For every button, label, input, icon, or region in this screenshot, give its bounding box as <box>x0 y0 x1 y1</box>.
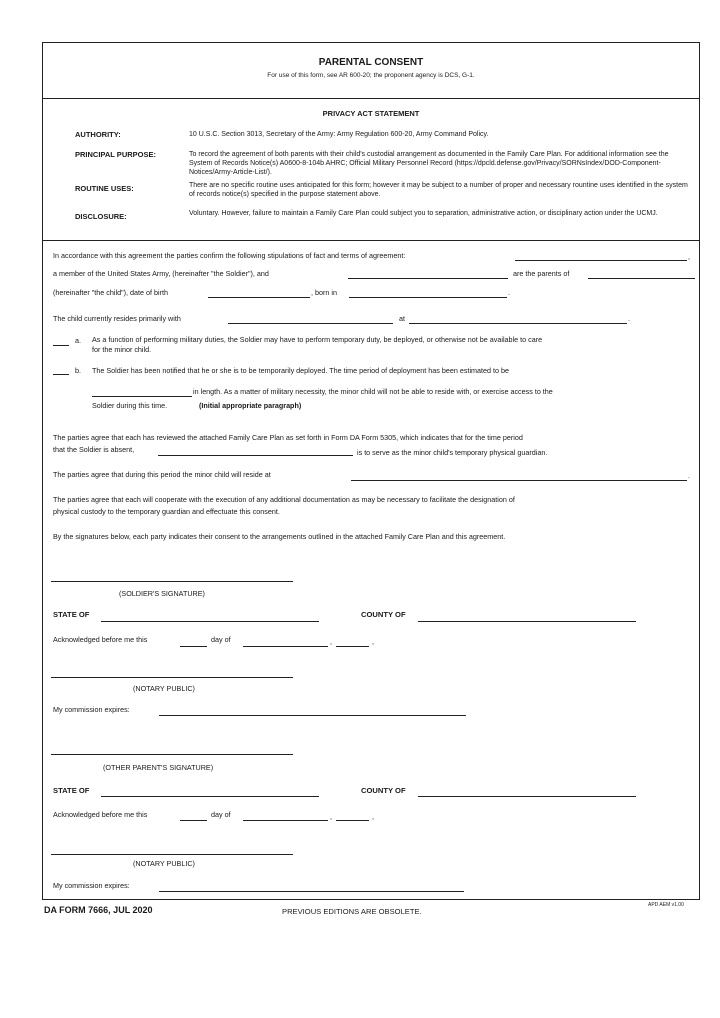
agree-coop-1: The parties agree that each will cooperate with the execution of any additional documentation as may be necessary to facilitate the designation of <box>53 495 515 504</box>
other-parent-signature-caption: (OTHER PARENT'S SIGNATURE) <box>103 763 214 772</box>
agree-coop-2: physical custody to the temporary guardian and effectuate this consent. <box>53 507 280 516</box>
intro-text: In accordance with this agreement the parties confirm the following stipulations of fact and terms of agreement: <box>53 251 406 260</box>
version-label: APD AEM v1.00 <box>648 902 684 908</box>
period-1: . <box>508 288 510 297</box>
sig2-day-field[interactable] <box>180 820 207 821</box>
sig1-commission-field[interactable] <box>159 715 466 716</box>
sig2-ack-text: Acknowledged before me this <box>53 810 148 819</box>
sig2-county-field[interactable] <box>418 796 636 797</box>
sig2-state-label: STATE OF <box>53 786 90 795</box>
item-b-letter: b. <box>75 366 81 375</box>
sig2-day-of: day of <box>211 810 231 819</box>
child-dob-text: (hereinafter "the child"), date of birth <box>53 288 168 297</box>
child-name-field[interactable] <box>588 278 695 279</box>
disclosure-text: Voluntary. However, failure to maintain a Family Care Plan could subject you to separation, administrative action, or disciplinary action under the UCMJ. <box>189 210 658 217</box>
member-text: a member of the United States Army, (hereinafter "the Soldier"), and <box>53 269 269 278</box>
item-b-text-1: The Soldier has been notified that he or she is to be temporarily deployed. The time period of deployment has been estimated to be <box>92 366 509 375</box>
soldier-signature-caption: (SOLDIER'S SIGNATURE) <box>119 589 205 598</box>
guardian-name-field[interactable] <box>158 455 353 456</box>
item-b-text-3: Soldier during this time. <box>92 401 168 410</box>
intro-comma: , <box>688 252 690 261</box>
sig1-state-label: STATE OF <box>53 610 90 619</box>
disclosure-label: DISCLOSURE: <box>75 212 127 221</box>
initial-a-field[interactable] <box>53 345 69 346</box>
dob-field[interactable] <box>208 297 310 298</box>
item-a-text-2: for the minor child. <box>92 345 152 354</box>
purpose-text: To record the agreement of both parents with their child's custodial arrangement as documented in the Family Care Plan. For additional information see the System of Records Notice(s) A0600-8-104b AHRC; Official Military Personnel Record (https://dpcld.defense.gov/Privacy/SORNsIndex/DOD-Component-Notices/Army-Article-List/). <box>189 151 669 176</box>
agree-review-3: is to serve as the minor child's temporary physical guardian. <box>357 448 548 457</box>
agree-review-2: that the Soldier is absent, <box>53 445 135 454</box>
resides-text: The child currently resides primarily with <box>53 314 181 323</box>
item-a-letter: a. <box>75 336 81 345</box>
sig1-comma-1: , <box>330 637 332 646</box>
form-header <box>43 43 699 99</box>
sig1-county-label: COUNTY OF <box>361 610 406 619</box>
initial-b-field[interactable] <box>53 374 69 375</box>
sig2-state-field[interactable] <box>101 796 319 797</box>
sig1-year-field[interactable] <box>336 646 369 647</box>
sig2-comma-2: , <box>372 812 374 821</box>
sig1-notary-caption: (NOTARY PUBLIC) <box>133 684 195 693</box>
sig1-day-of: day of <box>211 635 231 644</box>
sig1-month-field[interactable] <box>243 646 328 647</box>
born-in-text: , born in <box>311 288 337 297</box>
item-b-note: (Initial appropriate paragraph) <box>199 401 302 410</box>
sig2-comma-1: , <box>330 812 332 821</box>
sig2-county-label: COUNTY OF <box>361 786 406 795</box>
other-parent-name-field[interactable] <box>348 278 508 279</box>
form-subtitle: For use of this form, see AR 600-20; the proponent agency is DCS, G-1. <box>267 72 475 79</box>
sig2-month-field[interactable] <box>243 820 328 821</box>
guardian-address-field[interactable] <box>351 480 687 481</box>
sig1-state-field[interactable] <box>101 621 319 622</box>
authority-label: AUTHORITY: <box>75 130 121 139</box>
item-a-text-1: As a function of performing military duties, the Soldier may have to perform temporary duty, be deployed, or otherwise not be available to care <box>92 335 543 344</box>
sig1-notary-line[interactable] <box>51 677 293 678</box>
authority-text: 10 U.S.C. Section 3013, Secretary of the Army: Army Regulation 600-20, Army Command Policy. <box>189 131 489 138</box>
form-page <box>42 42 700 900</box>
item-b-text-2: in length. As a matter of military necessity, the minor child will not be able to reside with, or exercise access to the <box>193 387 553 396</box>
agree-reside-text: The parties agree that during this period the minor child will reside at <box>53 470 271 479</box>
birthplace-field[interactable] <box>349 297 507 298</box>
sig2-notary-caption: (NOTARY PUBLIC) <box>133 859 195 868</box>
routine-uses-text: There are no specific routine uses anticipated for this form; however it may be subject to a number of proper and necessary rountine uses identified in the system of records notice(s) specified in the purpose statement above. <box>189 182 688 198</box>
purpose-label: PRINCIPAL PURPOSE: <box>75 150 156 159</box>
at-text: at <box>399 314 405 323</box>
routine-uses-label: ROUTINE USES: <box>75 184 134 193</box>
sig2-commission-field[interactable] <box>159 891 464 892</box>
party-name-field[interactable] <box>515 260 687 261</box>
privacy-title: PRIVACY ACT STATEMENT <box>322 109 420 118</box>
sig1-county-field[interactable] <box>418 621 636 622</box>
sig1-ack-text: Acknowledged before me this <box>53 635 148 644</box>
sig1-day-field[interactable] <box>180 646 207 647</box>
deployment-length-field[interactable] <box>92 396 192 397</box>
signatures-intro: By the signatures below, each party indicates their consent to the arrangements outlined in the attached Family Care Plan and this agreement. <box>53 532 506 541</box>
sig2-notary-line[interactable] <box>51 854 293 855</box>
form-title: PARENTAL CONSENT <box>318 57 424 68</box>
agree-review-1: The parties agree that each has reviewed the attached Family Care Plan as set forth in Form DA Form 5305, which indicates that for the time period <box>53 433 523 442</box>
sig2-year-field[interactable] <box>336 820 369 821</box>
soldier-signature-line[interactable] <box>51 581 293 582</box>
obsolete-notice: PREVIOUS EDITIONS ARE OBSOLETE. <box>282 907 422 916</box>
period-3: . <box>688 471 690 480</box>
sig1-commission-label: My commission expires: <box>53 705 130 714</box>
resides-with-field[interactable] <box>228 323 393 324</box>
sig2-commission-label: My commission expires: <box>53 881 130 890</box>
form-id: DA FORM 7666, JUL 2020 <box>44 905 153 915</box>
other-parent-signature-line[interactable] <box>51 754 293 755</box>
privacy-act-section <box>43 98 699 241</box>
period-2: . <box>628 314 630 323</box>
resides-at-field[interactable] <box>409 323 627 324</box>
parents-of-text: are the parents of <box>513 269 570 278</box>
sig1-comma-2: , <box>372 637 374 646</box>
